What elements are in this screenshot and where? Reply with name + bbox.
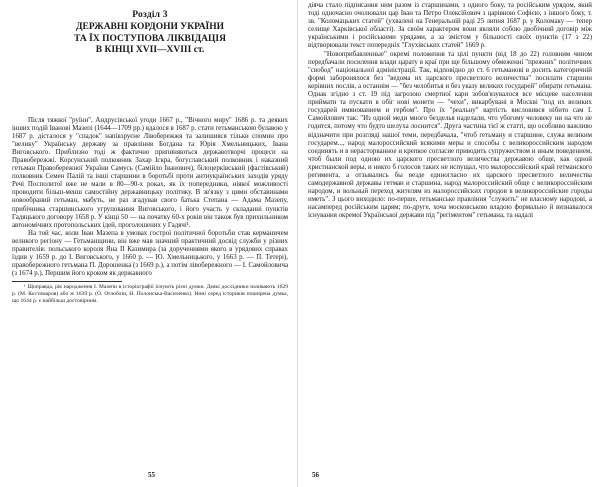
title-line: ДЕРЖАВНІ КОРДОНИ УКРАЇНИ [75, 22, 225, 32]
chapter-label: Розділ 3 [132, 10, 168, 20]
page-number: 56 [312, 471, 319, 479]
left-page [0, 0, 296, 487]
paragraph: "Новоприбавленные" окремі положення та цілі пункти (від 18 до 22) головним чином передбачали посилення влади царату в краї при ще більшому обмеженні "прежних" політичних "свобод" національної адміністрації. Так, відповідно до ст. 6 гетьманові в досить категоричній формі заборонялося без "ведома их царского пресветлого величества" посилати старшин керівних послів, а останнім — "без челобитья и без указу великих государей" обирати гетьмана. Однак згідно з ст. 19 під загрозою смертної кари зобов'язувалося все місцеве населення приймати та пускати в обіг нові монети — "чехи", викарбувані в Москві "под их великих государей имянованием и гербом". Про їх "реальну" вартість висловився нібито сам І. Самойлович так: "Из одной меди много безделья наделали, что убогому человеку ни на что не годится, потому что будто шелуха лоснится". Друга частина тієї ж статті, що особливо важливо відзначити при розгляді нашої теми, передбачала, "чтоб гетьману и старшине, служа великим государем..., народ малороссийский всякими меры и способы с великороссийским народом соединять и в нерасторванное и крепкое согласие приводить супружеством и иным поведением, чтоб были под одною их царского пресветлого величества державою обще, как одной христианской веры, и никто б голосов таких не испущал, что малороссийский край гетманского регимента, а отзывались бы везде единогласно их царского пресветлого величества самодержавной державы гетман и старшина, народ малороссийский обще с великороссийским народом, и вольный переход жителям из малороссийских городов в великороссийские городы иметь". З цього виходило: по-перше, гетьманське правління "служить" не власному народові, а насамперед російським царям; по-друге, хоча московською владою формально й визнавалося існування окремої Української держави під "регіментом" гетьмана, та надалі [308, 50, 592, 220]
paragraph: діяча стало підписання ним разом із старшинами, з одного боку, та російським урядом, який тоді одночасно очолювали цар Іван та Петро Олексійович з царівною Софією, з іншого боку, т. зв. "Коломацьких статей" (ухвалені на Генеральній раді 25 липня 1687 р. у Коломаку — тепер селище Харківської області). За своїм характером вони являли собою двобічний договір між українськими і російськими урядами, а за змістом у більшості своїх пунктів (17 з 22) відтворювали текст попередніх "Глухівських статей" 1669 р. [308, 2, 592, 50]
footnote: ¹ Щоправда, рік народження І. Мазепи в історіографії існують різні думки. Деякі дослідники називають 1629 р. (М. Костомаров) або ж 1639 р. (О. Оглоблін, Н. Полонська-Василенко). Нині серед істориків поширена думка, що 1644 р. є найбільш достовірним. [12, 284, 288, 304]
title-line: В КІНЦІ XVII—XVIII ст. [95, 45, 205, 55]
title-line: ТА ЇХ ПОСТУПОВА ЛІКВІДАЦІЯ [74, 33, 226, 44]
chapter-title [12, 22, 288, 57]
footnote-divider [12, 281, 122, 282]
right-page [300, 0, 600, 487]
paragraph: На той час, коли Іван Мазепа в умовах гострої політичної боротьби став керманичем великого регіону — Гетьманщини, він вже мав значний практичний досвід служби у різних правителів: польського короля Яна II Казимира (за дорученнями якого в урядових справах їздив у 1659 р. до І. Виговського, у 1660 р. — Ю. Хмельницького, у 1663 р. — П. Тетері), правобережного гетьмана П. Дорошенка (з 1669 р.), а потім лівобережного — І. Самойловича (з 1674 р.). Першим його кроком як державного [12, 229, 288, 278]
paragraph: Після тяжкої "руїни", Андрусівської угоди 1667 р., "Вічного миру" 1686 р. та деяких інших подій Іванові Мазепі (1644—1709 рр.) вдалося в 1687 р. стати гетьманською булавою у 1687 р. дісталося у "спадок" напівзруєне Лівобережжя та залишився тільки спомин про "велику" Українську державу за правління Богдана та Юрія Хмельницьких, Івана Виговського. Приблизно тоді ж фактично припиняються державотворчі процеси на Правобережжі. Корсунський полковник Захар Іскра, богуславський полковник і наказний гетьман Правобережної України Самусь (Самійло Іванович), білоцерківський (фастівський) полковник Семен Палій та інші старшини в боротьбі проти антиукраїнських заходів уряду Речі Посполитої вже не мали в 80—90-х роках, як їх попередники, ніякої можливості проводити більш-менш самостійну державницьку політику. В зв'язку з цими обставинами новообраний гетьман, мабуть, не раз згадував свого батька Степана — Адама Мазепу, прибічника старшинського угруповання Виговського, і його участь у складанні пунктів Гадяцького договору 1658 р. У кінці 50 — на початку 60-х років він також був прихильником автономічних протопольських ідей, проголошених у Гадячі¹. [12, 116, 288, 229]
page-number: 55 [148, 471, 155, 479]
book-gutter [297, 0, 298, 487]
